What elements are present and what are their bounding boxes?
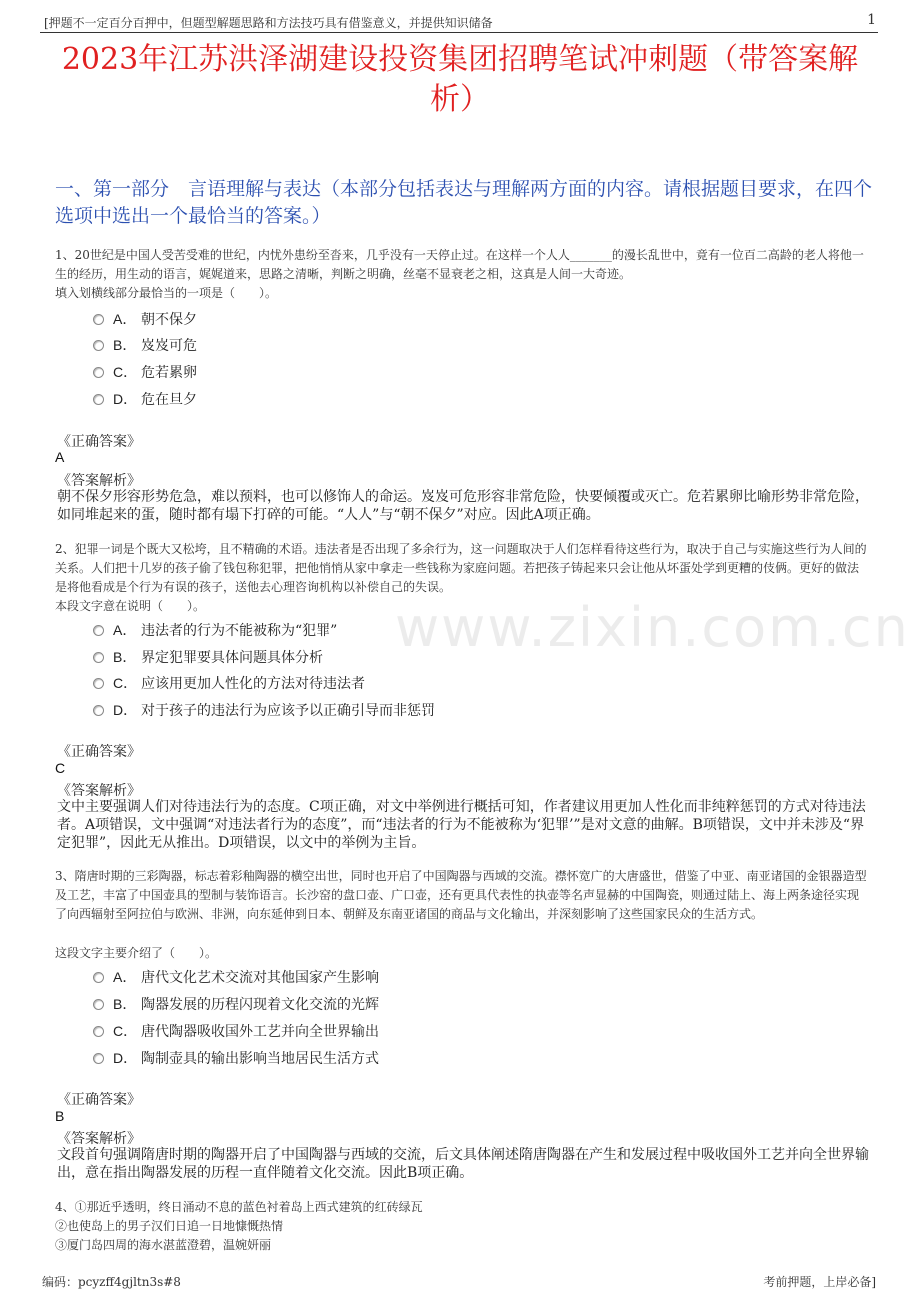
question-1-analysis: 朝不保夕形容形势危急，难以预料，也可以修饰人的命运。岌岌可危形容非常危险，快要倾覆或灭亡。危若累卵比喻形势非常危险，如同堆起来的蛋，随时都有塌下打碎的可能。“人人”与“朝不保夕”对应。因此A项正确。 xyxy=(57,489,869,523)
question-2-option-a[interactable]: A． 违法者的行为不能被称为“犯罪” xyxy=(93,620,337,640)
question-2-option-c[interactable]: C． 应该用更加人性化的方法对待违法者 xyxy=(93,673,365,693)
document-title: 2023年江苏洪泽湖建设投资集团招聘笔试冲刺题（带答案解析） xyxy=(61,42,859,117)
question-2-prompt: 本段文字意在说明（ ）。 xyxy=(55,599,206,613)
radio-icon[interactable] xyxy=(93,972,104,983)
page-number: 1 xyxy=(867,12,876,28)
footer-slogan: 考前押题，上岸必备] xyxy=(763,1275,876,1289)
radio-icon[interactable] xyxy=(93,1026,104,1037)
question-3-option-c[interactable]: C． 唐代陶器吸收国外工艺并向全世界输出 xyxy=(93,1021,379,1041)
question-1-prompt: 填入划横线部分最恰当的一项是（ ）。 xyxy=(55,286,278,300)
radio-icon[interactable] xyxy=(93,367,104,378)
question-3-answer: B xyxy=(55,1108,65,1124)
radio-icon[interactable] xyxy=(93,705,104,716)
analysis-label: 《答案解析》 xyxy=(57,783,141,799)
question-3-option-d[interactable]: D． 陶制壶具的输出影响当地居民生活方式 xyxy=(93,1048,379,1068)
section-heading: 一、第一部分 言语理解与表达（本部分包括表达与理解两方面的内容。请根据题目要求，在四个选项中选出一个最恰当的答案。） xyxy=(55,178,873,227)
footer-code: 编码：pcyzff4gjltn3s#8 xyxy=(42,1275,181,1289)
question-4-line-3: ③厦门岛四周的海水湛蓝澄碧，温婉妍丽 xyxy=(55,1238,272,1252)
question-2-option-d[interactable]: D． 对于孩子的违法行为应该予以正确引导而非惩罚 xyxy=(93,700,435,720)
radio-icon[interactable] xyxy=(93,678,104,689)
watermark: www.zixin.com.cn xyxy=(395,596,910,659)
radio-icon[interactable] xyxy=(93,314,104,325)
question-3-stem: 3、隋唐时期的三彩陶器，标志着彩釉陶器的横空出世，同时也开启了中国陶器与西域的交流。襟怀宽广的大唐盛世，借鉴了中亚、南亚诸国的金银器造型及工艺，丰富了中国壶具的型制与装饰语言。长沙窑的盘口壶、广口壶，还有更具代表性的执壶等名声显赫的中国陶瓷，则通过陆上、海上两条途径实现了向西辐射至阿拉伯与欧洲、非洲，向东延伸到日本、朝鲜及东南亚诸国的商品与文化输出，并深刻影响了这些国家民众的生活方式。 xyxy=(55,869,867,921)
question-1-option-c[interactable]: C． 危若累卵 xyxy=(93,362,197,382)
question-3-prompt: 这段文字主要介绍了（ ）。 xyxy=(55,946,218,960)
question-1-answer: A xyxy=(55,449,65,465)
question-4-line-2: ②也使岛上的男子汉们日追一日地慷慨热情 xyxy=(55,1219,284,1233)
question-3-option-a[interactable]: A． 唐代文化艺术交流对其他国家产生影响 xyxy=(93,967,379,987)
correct-answer-label: 《正确答案》 xyxy=(57,1092,141,1108)
question-1-stem: 1、20世纪是中国人受苦受难的世纪，内忧外患纷至沓来，几乎没有一天停止过。在这样一个人人_______的漫长乱世中，竟有一位百二高龄的老人将他一生的经历，用生动的语言，娓娓道来，思路之清晰，判断之明确，丝毫不显衰老之相，这真是人间一大奇迹。 xyxy=(55,248,864,281)
header-note: [押题不一定百分百押中，但题型解题思路和方法技巧具有借鉴意义，并提供知识储备 xyxy=(44,16,493,30)
correct-answer-label: 《正确答案》 xyxy=(57,434,141,450)
question-1-option-b[interactable]: B． 岌岌可危 xyxy=(93,335,197,355)
question-2-answer: C xyxy=(55,760,66,776)
question-3-analysis: 文段首句强调隋唐时期的陶器开启了中国陶器与西域的交流，后文具体阐述隋唐陶器在产生和发展过程中吸收国外工艺并向全世界输出，意在指出陶器发展的历程一直伴随着文化交流。因此B项正确。 xyxy=(57,1147,869,1181)
radio-icon[interactable] xyxy=(93,394,104,405)
radio-icon[interactable] xyxy=(93,1053,104,1064)
analysis-label: 《答案解析》 xyxy=(57,1131,141,1147)
question-1-option-d[interactable]: D． 危在旦夕 xyxy=(93,389,197,409)
page-header xyxy=(40,10,878,33)
question-2-stem: 2、犯罪一词是个既大又松垮，且不精确的术语。违法者是否出现了多余行为，这一问题取决于人们怎样看待这些行为，取决于自己与实施这些行为人间的关系。人们把十几岁的孩子偷了钱包称犯罪，把他悄悄从家中拿走一些钱称为家庭问题。若把孩子铸起来只会让他从坏蛋处学到更糟的伎俩。更好的做法是将他看成是个行为有误的孩子，送他去心理咨询机构以补偿自己的失误。 xyxy=(55,542,867,594)
question-3-option-b[interactable]: B． 陶器发展的历程闪现着文化交流的光辉 xyxy=(93,994,379,1014)
question-2-analysis: 文中主要强调人们对待违法行为的态度。C项正确，对文中举例进行概括可知，作者建议用更加人性化而非纯粹惩罚的方式对待违法者。A项错误，文中强调“对违法者行为的态度”，而“违法者的行为不能被称为‘犯罪’”是对文意的曲解。B项错误，文中并未涉及“界定犯罪”，因此无从推出。D项错误，以文中的举例为主旨。 xyxy=(57,799,866,851)
correct-answer-label: 《正确答案》 xyxy=(57,744,141,760)
question-1-option-a[interactable]: A． 朝不保夕 xyxy=(93,309,197,329)
question-2-option-b[interactable]: B． 界定犯罪要具体问题具体分析 xyxy=(93,647,323,667)
radio-icon[interactable] xyxy=(93,340,104,351)
radio-icon[interactable] xyxy=(93,999,104,1010)
radio-icon[interactable] xyxy=(93,625,104,636)
analysis-label: 《答案解析》 xyxy=(57,473,141,489)
question-4-line-1: 4、①那近乎透明，终日涌动不息的蓝色衬着岛上西式建筑的红砖绿瓦 xyxy=(55,1200,423,1214)
radio-icon[interactable] xyxy=(93,652,104,663)
